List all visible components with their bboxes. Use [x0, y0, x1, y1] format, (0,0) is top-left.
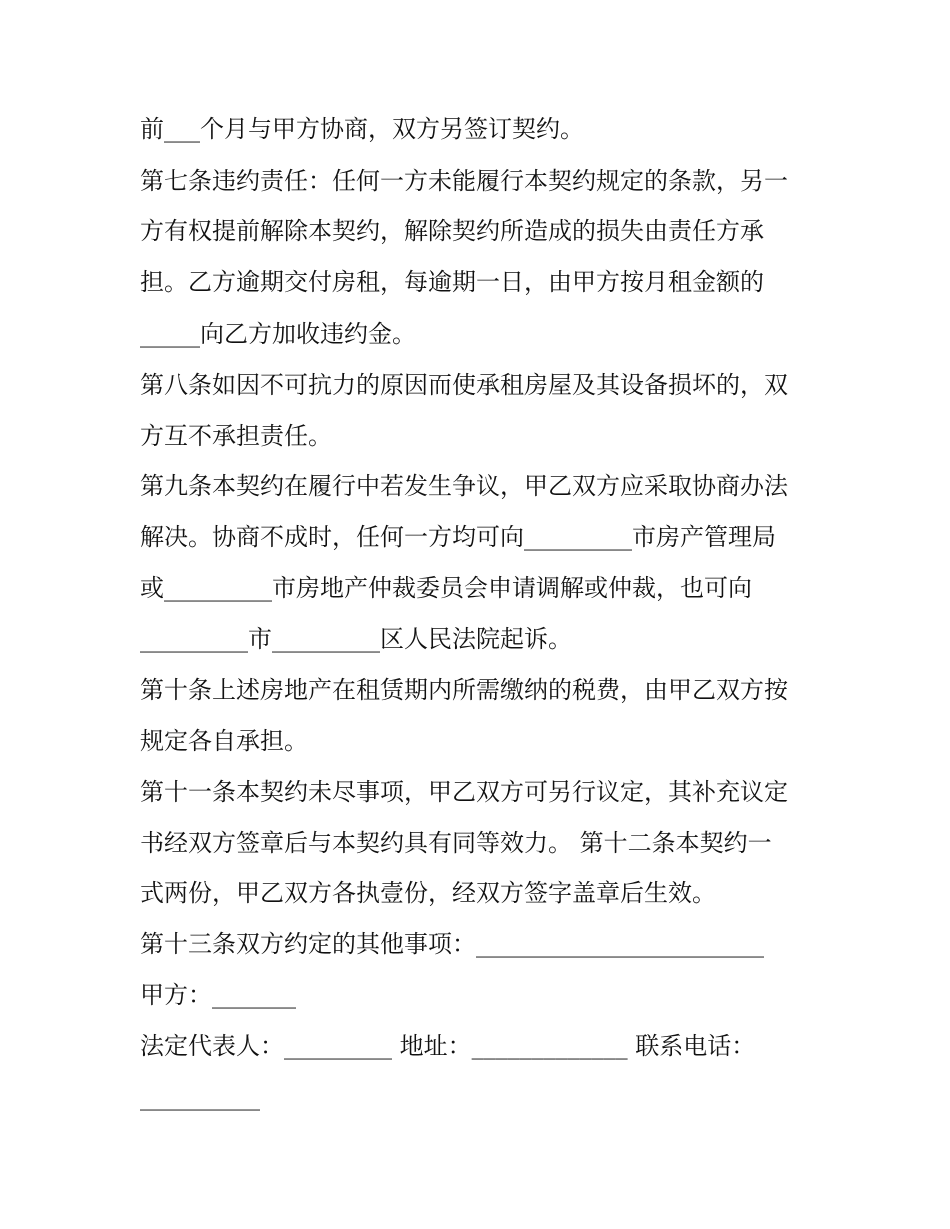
text-line: 第八条如因不可抗力的原因而使承租房屋及其设备损坏的，双 — [140, 371, 788, 399]
text-line: 或_________市房地产仲裁委员会申请调解或仲裁，也可向 — [140, 574, 752, 602]
text-line: _____向乙方加收违约金。 — [140, 320, 416, 348]
text-line: 第十条上述房地产在租赁期内所需缴纳的税费，由甲乙双方按 — [140, 676, 788, 704]
text-line: 担。乙方逾期交付房租，每逾期一日，由甲方按月租金额的 — [140, 268, 764, 296]
text-line: 甲方：_______ — [140, 981, 296, 1009]
text-line: 式两份，甲乙双方各执壹份，经双方签字盖章后生效。 — [140, 879, 716, 907]
text-line: 方互不承担责任。 — [140, 422, 332, 450]
text-line: 解决。协商不成时，任何一方均可向_________市房产管理局 — [140, 523, 776, 551]
text-line: 第十三条双方约定的其他事项：________________________ — [140, 930, 764, 958]
text-line: 法定代表人：_________ 地址：_____________ 联系电话： — [140, 1032, 756, 1060]
text-line: __________ — [140, 1083, 260, 1111]
text-line: 第七条违约责任：任何一方未能履行本契约规定的条款，另一 — [140, 167, 788, 195]
text-line: _________市_________区人民法院起诉。 — [140, 625, 572, 653]
text-line: 规定各自承担。 — [140, 727, 308, 755]
text-line: 书经双方签章后与本契约具有同等效力。 第十二条本契约一 — [140, 829, 772, 857]
text-line: 方有权提前解除本契约，解除契约所造成的损失由责任方承 — [140, 217, 764, 245]
text-line: 第十一条本契约未尽事项，甲乙双方可另行议定，其补充议定 — [140, 778, 788, 806]
text-line: 前___个月与甲方协商，双方另签订契约。 — [140, 115, 584, 143]
text-line: 第九条本契约在履行中若发生争议，甲乙双方应采取协商办法 — [140, 472, 788, 500]
